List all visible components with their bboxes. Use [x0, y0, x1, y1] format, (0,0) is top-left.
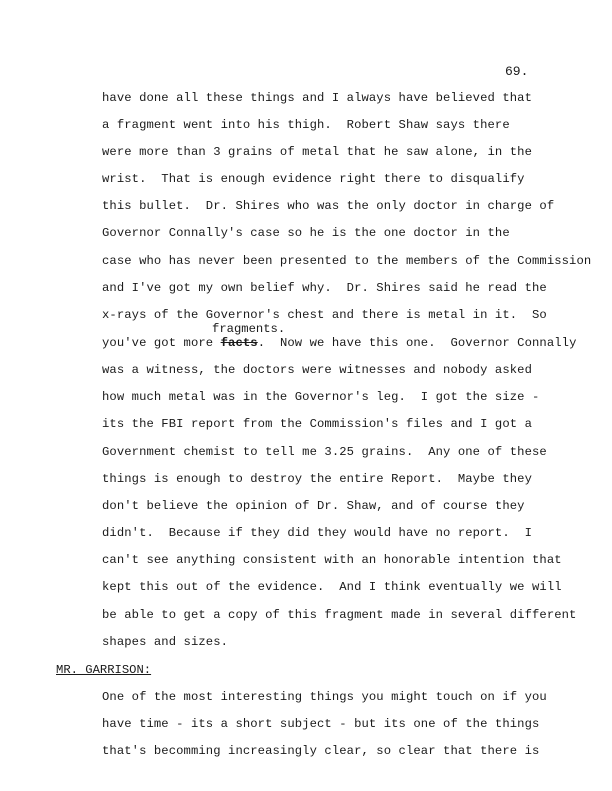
text-line: be able to get a copy of this fragment made in several different [102, 608, 577, 622]
page-number: 69. [505, 64, 529, 79]
text-line: wrist. That is enough evidence right there to disqualify [102, 172, 525, 186]
text-line: were more than 3 grains of metal that he saw alone, in the [102, 145, 532, 159]
struck-word: facts [220, 336, 258, 350]
text-line: didn't. Because if they did they would have no report. I [102, 526, 532, 540]
text-line: shapes and sizes. [102, 635, 229, 649]
line-segment: . Now we have this one. Governor Connally [257, 336, 577, 350]
text-line: that's becomming increasingly clear, so clear that there is [102, 744, 540, 758]
text-line: its the FBI report from the Commission's files and I got a [102, 417, 532, 431]
text-line: x-rays of the Governor's chest and there is metal in it. So [102, 308, 547, 322]
speaker-label: MR. GARRISON: [56, 663, 152, 677]
text-line: Government chemist to tell me 3.25 grains. Any one of these [102, 445, 547, 459]
text-line: a fragment went into his thigh. Robert Shaw says there [102, 118, 510, 132]
text-line-with-strikeout [102, 336, 577, 350]
handwritten-insertion: fragments. [212, 322, 286, 336]
text-line: have time - its a short subject - but its one of the things [102, 717, 540, 731]
text-line: kept this out of the evidence. And I think eventually we will [102, 580, 562, 594]
text-line: can't see anything consistent with an honorable intention that [102, 553, 562, 567]
text-line: don't believe the opinion of Dr. Shaw, and of course they [102, 499, 525, 513]
text-line: case who has never been presented to the members of the Commission [102, 254, 592, 268]
text-line: have done all these things and I always have believed that [102, 91, 532, 105]
text-line: how much metal was in the Governor's leg. I got the size - [102, 390, 540, 404]
text-line: One of the most interesting things you might touch on if you [102, 690, 547, 704]
text-line: things is enough to destroy the entire Report. Maybe they [102, 472, 532, 486]
text-line: and I've got my own belief why. Dr. Shires said he read the [102, 281, 547, 295]
text-line: this bullet. Dr. Shires who was the only doctor in charge of [102, 199, 555, 213]
text-line: was a witness, the doctors were witnesses and nobody asked [102, 363, 532, 377]
text-line: Governor Connally's case so he is the one doctor in the [102, 226, 510, 240]
line-segment: you've got more [102, 336, 221, 350]
